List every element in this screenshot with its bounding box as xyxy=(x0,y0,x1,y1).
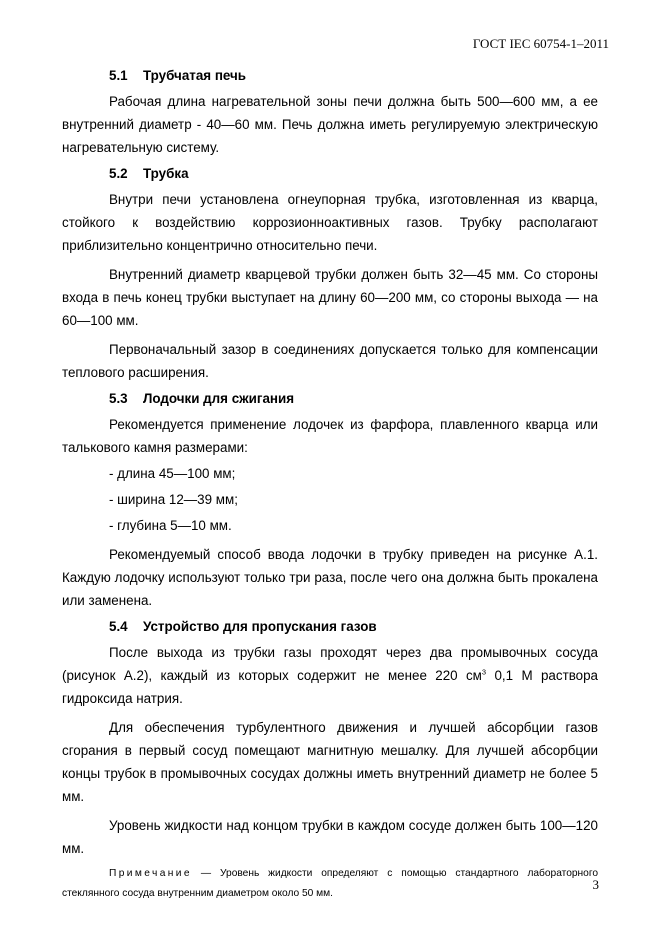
section-title: Лодочки для сжигания xyxy=(143,391,295,406)
section-number: 5.1 xyxy=(109,68,128,83)
paragraph xyxy=(62,641,598,710)
superscript: 3 xyxy=(481,667,487,677)
section-title: Трубчатая печь xyxy=(143,68,247,83)
paragraph: Внутренний диаметр кварцевой трубки должен быть 32—45 мм. Со стороны входа в печь конец трубки выступает на длину 60—200 мм, со стороны выхода — на 60—100 мм. xyxy=(62,267,598,328)
section-heading-5-4 xyxy=(62,615,598,638)
section-heading-5-1 xyxy=(62,64,598,87)
section-number: 5.3 xyxy=(109,391,128,406)
text-run: После выхода из трубки газы проходят через два промывочных сосуда (рисунок А.2), каждый из которых содержит не менее 220 см xyxy=(62,645,598,683)
note-label: Примечание xyxy=(109,868,192,879)
paragraph: Первоначальный зазор в соединениях допускается только для компенсации теплового расширения. xyxy=(62,342,598,380)
text-run: 0,1 М раствора гидроксида натрия. xyxy=(62,668,599,706)
section-title: Трубка xyxy=(143,166,189,181)
section-heading-5-2 xyxy=(62,162,598,185)
section-title: Устройство для пропускания газов xyxy=(143,619,377,634)
paragraph: Рекомендуемый способ ввода лодочки в трубку приведен на рисунке А.1. Каждую лодочку используют только три раза, после чего она должна быть прокалена или заменена. xyxy=(62,547,598,608)
note-text: — Уровень жидкости определяют с помощью стандартного лабораторного стеклянного сосуда внутренним диаметром около 50 мм. xyxy=(62,868,598,899)
note xyxy=(62,864,598,904)
list-item: - ширина 12—39 мм; xyxy=(109,492,238,507)
paragraph: Уровень жидкости над концом трубки в каждом сосуде должен быть 100—120 мм. xyxy=(62,818,598,856)
paragraph: Рекомендуется применение лодочек из фарфора, плавленного кварца или талькового камня размерами: xyxy=(62,417,598,455)
list-item: - глубина 5—10 мм. xyxy=(109,518,232,533)
page-number: 3 xyxy=(592,877,599,892)
paragraph: Для обеспечения турбулентного движения и лучшей абсорбции газов сгорания в первый сосуд помещают магнитную мешалку. Для лучшей абсорбции концы трубок в промывочных сосудах должны иметь внутренний диаметр не более 5 мм. xyxy=(62,720,598,804)
section-number: 5.4 xyxy=(109,619,128,634)
paragraph: Внутри печи установлена огнеупорная трубка, изготовленная из кварца, стойкого к воздействию коррозионноактивных газов. Трубку располагают приблизительно концентрично относительно печи. xyxy=(62,192,598,253)
document-body xyxy=(62,64,598,904)
section-heading-5-3 xyxy=(62,387,598,410)
document-header: ГОСТ IEC 60754-1–2011 xyxy=(472,36,609,51)
paragraph: Рабочая длина нагревательной зоны печи должна быть 500—600 мм, а ее внутренний диаметр - 40—60 мм. Печь должна иметь регулируемую электрическую нагревательную систему. xyxy=(62,94,598,155)
section-number: 5.2 xyxy=(109,166,128,181)
list-item: - длина 45—100 мм; xyxy=(109,466,236,481)
